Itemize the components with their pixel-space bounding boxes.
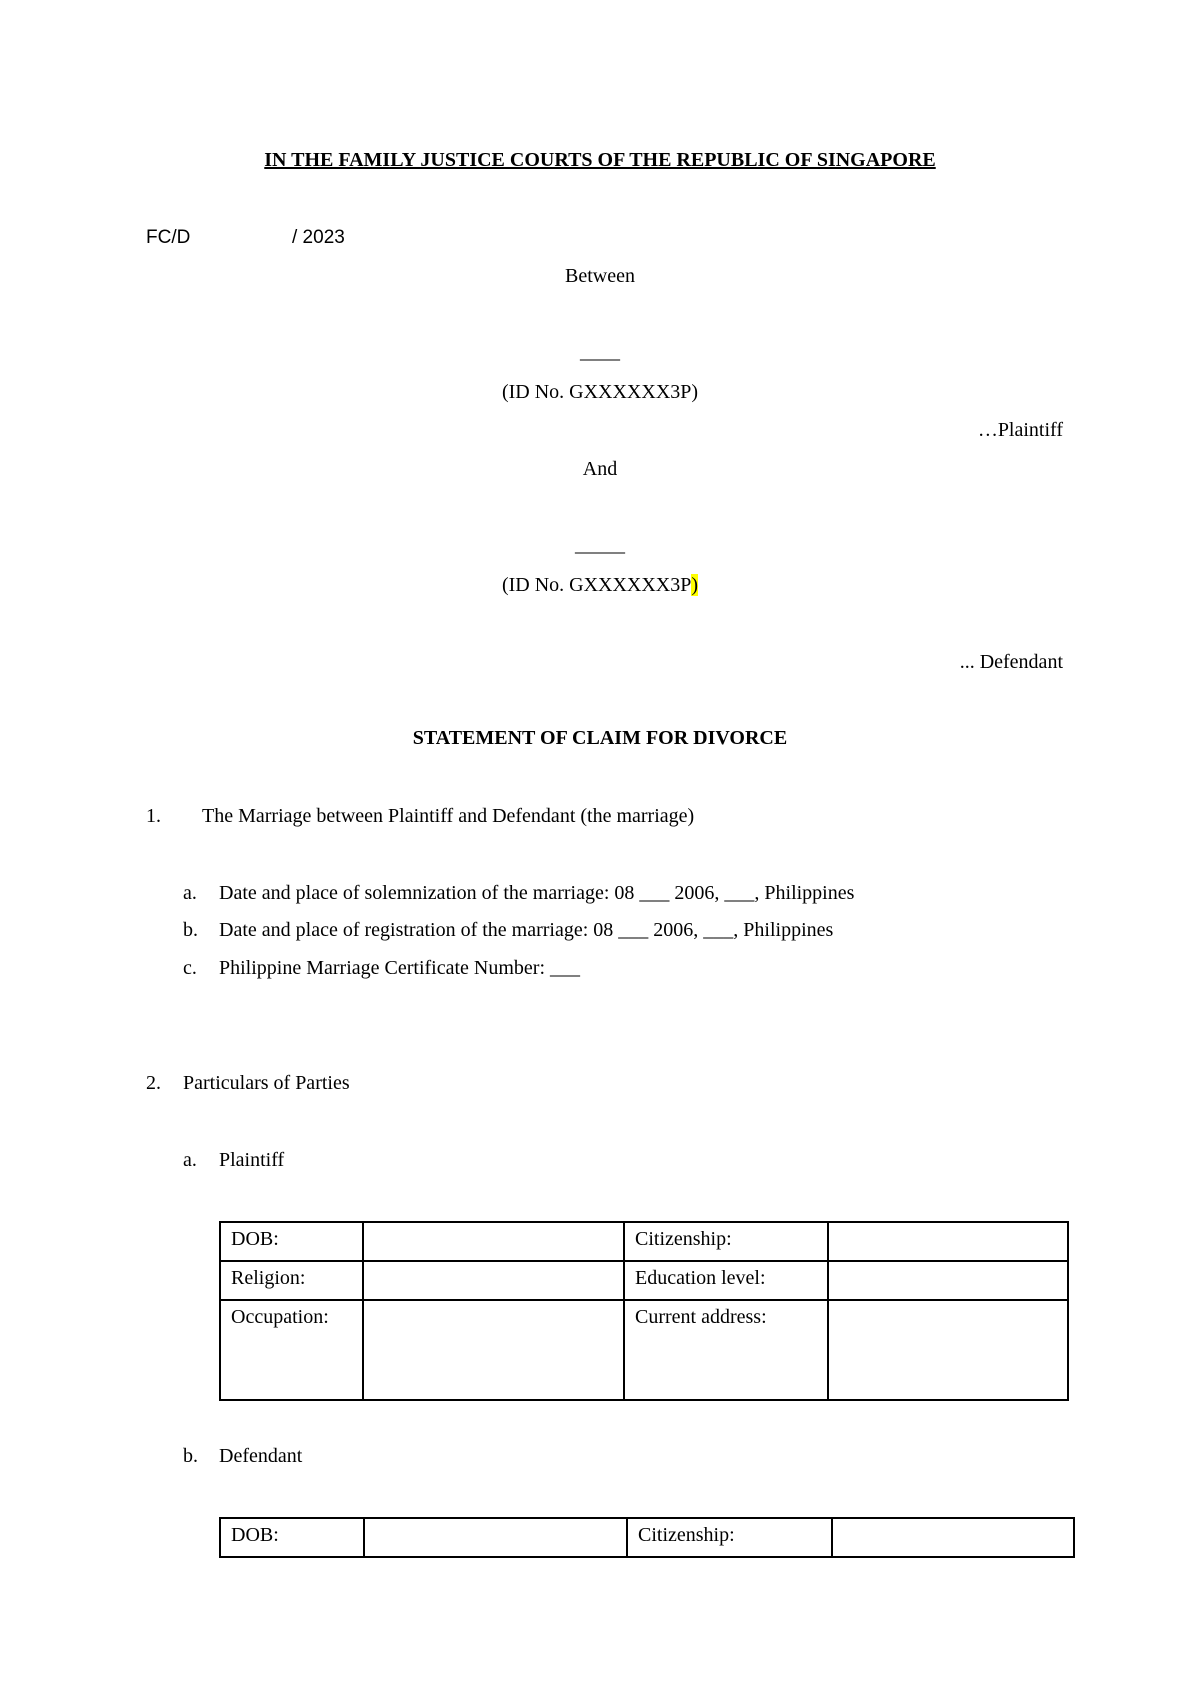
defendant-role: ... Defendant [959,651,1063,673]
and-label: And [582,458,618,480]
defendant-name-blank: _____ [575,534,625,556]
table-cell-label: Education level: [624,1261,828,1300]
case-prefix: FC/D [146,227,191,248]
defendant-subsection-label: Defendant [219,1445,303,1467]
table-cell-label: Current address: [624,1300,828,1400]
plaintiff-subsection-letter: a. [183,1149,197,1171]
plaintiff-name-blank: ____ [580,341,620,363]
table-cell-label: DOB: [220,1222,363,1261]
plaintiff-id: (ID No. GXXXXXX3P) [501,381,699,403]
court-title: IN THE FAMILY JUSTICE COURTS OF THE REPUBLIC OF SINGAPORE [264,149,936,171]
plaintiff-subsection-label: Plaintiff [219,1149,285,1171]
table-cell-value [828,1222,1068,1261]
section1-number: 1. [146,805,161,827]
table-row [220,1518,1074,1557]
defendant-id-text: (ID No. GXXXXXX3P [501,574,692,596]
section1-item-b-letter: b. [183,919,198,941]
table-cell-value [832,1518,1074,1557]
table-cell-value [363,1222,624,1261]
defendant-id [0,575,1200,595]
defendant-subsection-letter: b. [183,1445,198,1467]
plaintiff-particulars-table [219,1221,1069,1401]
table-cell-value [363,1261,624,1300]
defendant-particulars-table [219,1517,1075,1558]
table-cell-label: Citizenship: [627,1518,832,1557]
table-cell-value [363,1300,624,1400]
table-row [220,1261,1068,1300]
defendant-id-highlight: ) [691,574,699,596]
table-cell-label: Occupation: [220,1300,363,1400]
section1-item-b-text: Date and place of registration of the marriage: 08 ___ 2006, ___, Philippines [219,919,834,941]
case-year: / 2023 [292,227,345,248]
table-cell-label: Citizenship: [624,1222,828,1261]
section1-item-a-text: Date and place of solemnization of the marriage: 08 ___ 2006, ___, Philippines [219,882,855,904]
table-cell-value [828,1261,1068,1300]
table-row [220,1222,1068,1261]
section1-item-c-letter: c. [183,957,197,979]
section1-heading: The Marriage between Plaintiff and Defendant (the marriage) [202,805,695,827]
section2-number: 2. [146,1072,161,1094]
plaintiff-role: …Plaintiff [977,419,1063,441]
table-row [220,1300,1068,1400]
table-cell-label: Religion: [220,1261,363,1300]
section1-item-a-letter: a. [183,882,197,904]
table-cell-label: DOB: [220,1518,364,1557]
section2-heading: Particulars of Parties [183,1072,350,1094]
document-title: STATEMENT OF CLAIM FOR DIVORCE [412,727,788,749]
table-cell-value [364,1518,627,1557]
table-cell-value [828,1300,1068,1400]
between-label: Between [565,265,635,287]
section1-item-c-text: Philippine Marriage Certificate Number: ___ [219,957,581,979]
